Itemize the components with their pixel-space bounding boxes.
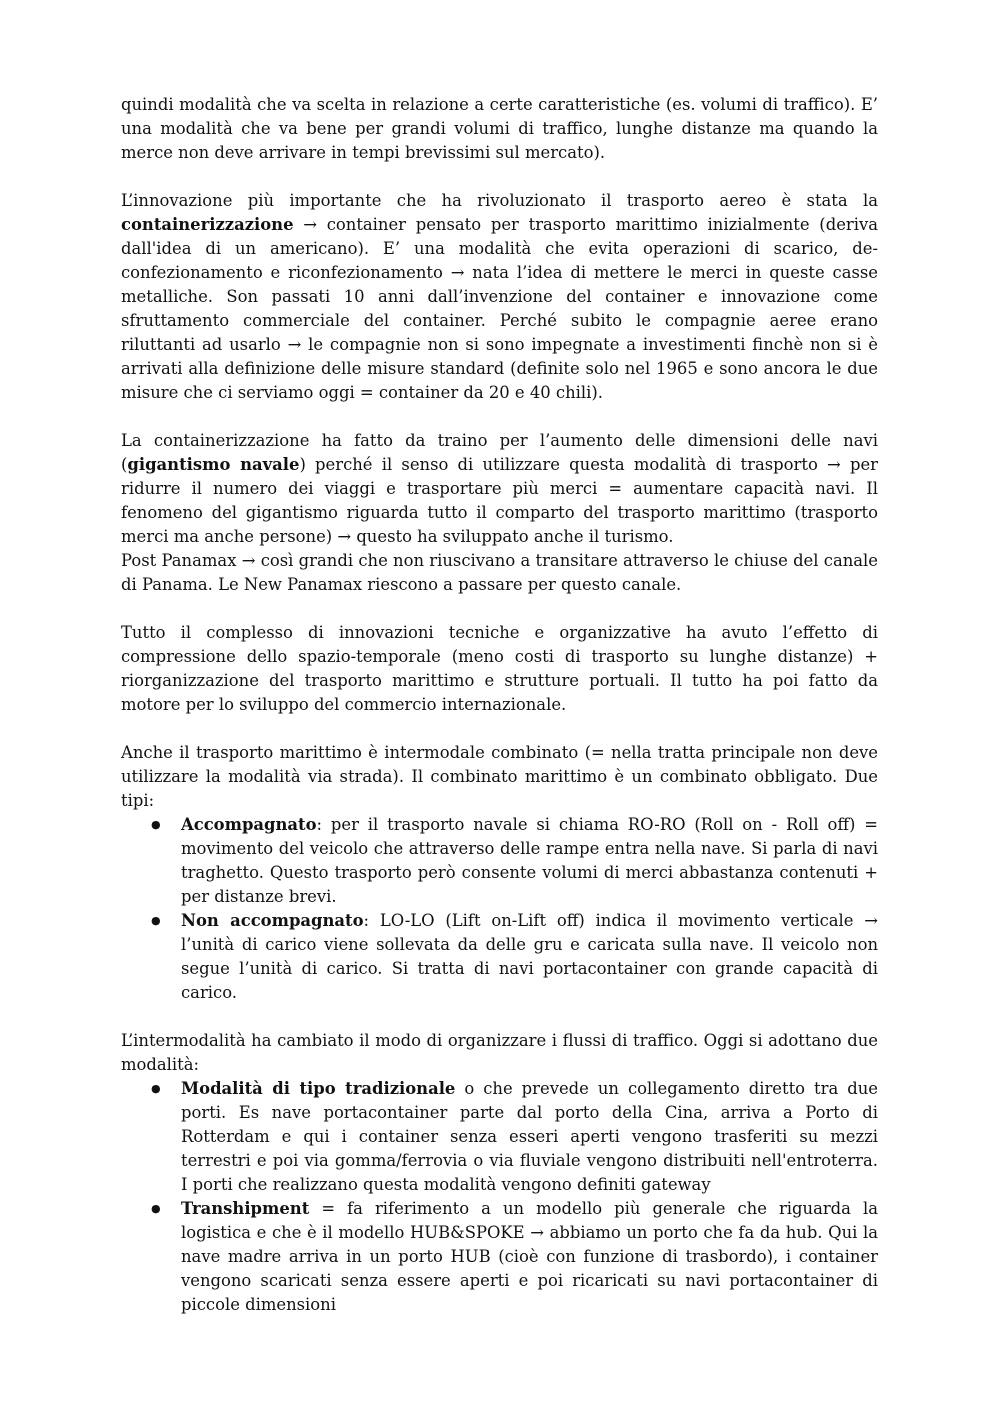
paragraph-intro: quindi modalità che va scelta in relazione a certe caratteristiche (es. volumi di traffico). E’ una modalità che va bene per grandi volumi di traffico, lunghe distanze ma quando la merce non deve arrivare in tempi brevissimi sul mercato). (121, 95, 878, 162)
list-item-text: = fa riferimento a un modello più generale che riguarda la logistica e che è il modello HUB&SPOKE → abbiamo un porto che fa da hub. Qui la nave madre arriva in un porto HUB (cioè con funzione di trasbordo), i container vengono scaricati senza essere aperti e poi ricaricati su navi portacontainer di piccole dimensioni (181, 1199, 878, 1314)
paragraph-intermodale: Anche il trasporto marittimo è intermodale combinato (= nella tratta principale non deve utilizzare la modalità via strada). Il combinato marittimo è un combinato obbligato. Due tipi: (121, 743, 878, 810)
bold-term: Accompagnato (181, 815, 317, 834)
bullet-list-modalita (121, 1077, 878, 1317)
list-item (181, 1197, 878, 1317)
paragraph-containerizzazione (121, 189, 878, 405)
paragraph-innovazioni: Tutto il complesso di innovazioni tecniche e organizzative ha avuto l’effetto di compressione dello spazio-temporale (meno costi di trasporto su lunghe distanze) + riorganizzazione del trasporto marittimo e strutture portuali. Il tutto ha poi fatto da motore per lo sviluppo del commercio internazionale. (121, 623, 878, 714)
bold-term: Non accompagnato (181, 911, 364, 930)
bullet-list-tipi (121, 813, 878, 1005)
list-item-text: o che prevede un collegamento diretto tra due porti. Es nave portacontainer parte dal porto della Cina, arriva a Porto di Rotterdam e qui i container senza esseri aperti vengono trasferiti su mezzi terrestri e poi via gomma/ferrovia o via fluviale vengono distribuiti nell'entroterra. I porti che realizzano questa modalità vengono definiti gateway (181, 1079, 878, 1194)
bold-term: Modalità di tipo tradizionale (181, 1079, 456, 1098)
paragraph-text: La containerizzazione ha fatto da traino per l’aumento delle dimensioni delle navi ( (121, 431, 878, 474)
paragraph-panamax: Post Panamax → così grandi che non riuscivano a transitare attraverso le chiuse del canale di Panama. Le New Panamax riescono a passare per questo canale. (121, 551, 878, 594)
paragraph-text: → container pensato per trasporto marittimo inizialmente (deriva dall'idea di un americano). E’ una modalità che evita operazioni di scarico, de-confezionamento e riconfezionamento → nata l’idea di mettere le merci in queste casse metalliche. Son passati 10 anni dall’invenzione del container e innovazione come sfruttamento commerciale del container. Perché subito le compagnie aeree erano riluttanti ad usarlo → le compagnie non si sono impegnate a investimenti finchè non si è arrivati alla definizione delle misure standard (definite solo nel 1965 e sono ancora le due misure che ci serviamo oggi = container da 20 e 40 chili). (121, 215, 878, 402)
bold-term: Transhipment (181, 1199, 310, 1218)
paragraph-text: L’innovazione più importante che ha rivoluzionato il trasporto aereo è stata la (121, 191, 878, 210)
list-item-text: : per il trasporto navale si chiama RO-RO (Roll on - Roll off) = movimento del veicolo che attraverso delle rampe entra nella nave. Si parla di navi traghetto. Questo trasporto però consente volumi di merci abbastanza contenuti + per distanze brevi. (181, 815, 878, 906)
paragraph-gigantismo (121, 429, 878, 549)
list-item (181, 909, 878, 1005)
paragraph-text: ) perché il senso di utilizzare questa modalità di trasporto → per ridurre il numero dei viaggi e trasportare più merci = aumentare capacità navi. Il fenomeno del gigantismo riguarda tutto il comparto del trasporto marittimo (trasporto merci ma anche persone) → questo ha sviluppato anche il turismo. (121, 455, 878, 546)
bold-term-containerizzazione: containerizzazione (121, 215, 294, 234)
list-item (181, 813, 878, 909)
document-page (121, 93, 878, 1317)
bold-term-gigantismo: gigantismo navale (127, 455, 300, 474)
paragraph-intermodalita: L’intermodalità ha cambiato il modo di organizzare i flussi di traffico. Oggi si adottano due modalità: (121, 1031, 878, 1074)
list-item-text: : LO-LO (Lift on-Lift off) indica il movimento verticale → l’unità di carico viene sollevata da delle gru e caricata sulla nave. Il veicolo non segue l’unità di carico. Si tratta di navi portacontainer con grande capacità di carico. (181, 911, 878, 1002)
list-item (181, 1077, 878, 1197)
